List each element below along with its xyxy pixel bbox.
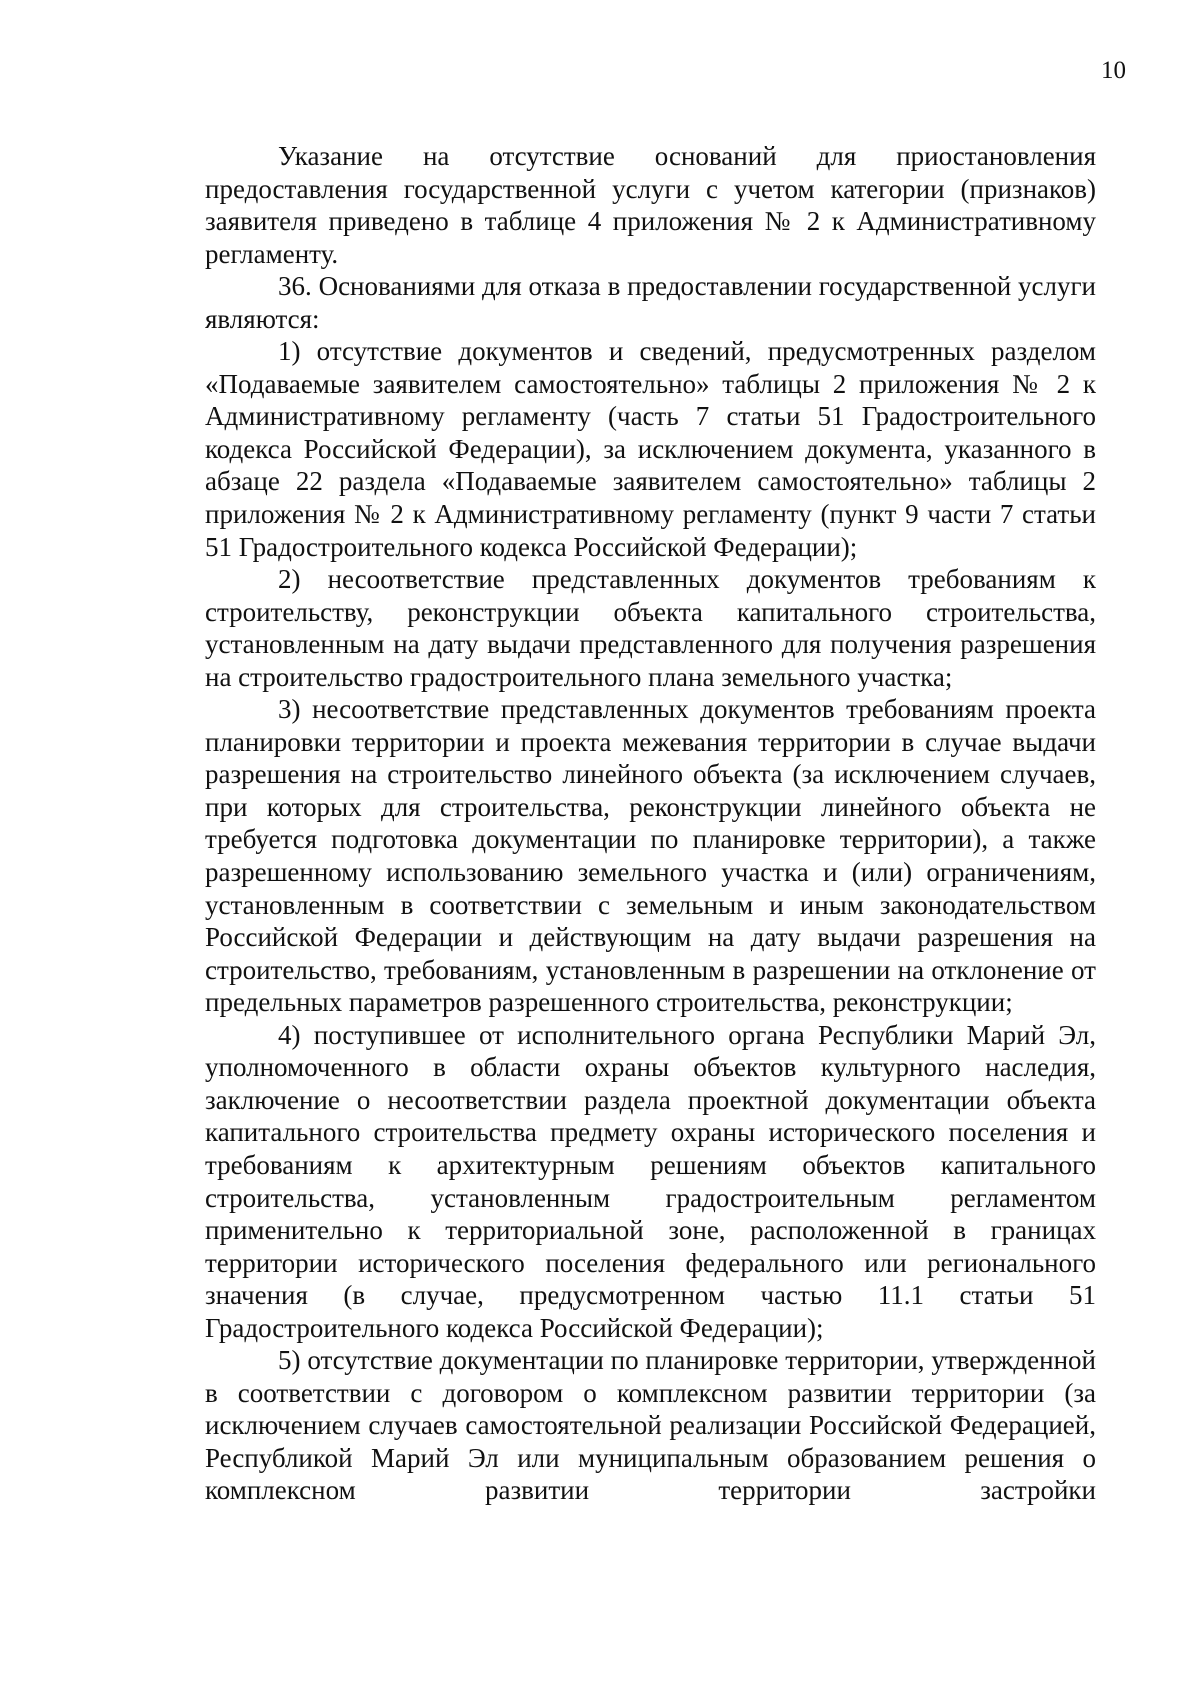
paragraph-suspension-note: Указание на отсутствие оснований для приостановления предоставления государственной услуги с учетом категории (признаков) заявителя приведено в таблице 4 приложения № 2 к Административному регламенту.	[205, 141, 1096, 269]
paragraph-ground-1: 1) отсутствие документов и сведений, предусмотренных разделом «Подаваемые заявителем самостоятельно» таблицы 2 приложения № 2 к Административному регламенту (часть 7 статьи 51 Градостроительного кодекса Российской Федерации), за исключением документа, указанного в абзаце 22 раздела «Подаваемые заявителем самостоятельно» таблицы 2 приложения № 2 к Административному регламенту (пункт 9 части 7 статьи 51 Градостроительного кодекса Российской Федерации);	[205, 336, 1096, 562]
paragraph-ground-2: 2) несоответствие представленных документов требованиям к строительству, реконструкции объекта капитального строительства, установленным на дату выдачи представленного для получения разрешения на строительство градостроительного плана земельного участка;	[205, 564, 1096, 692]
paragraph-ground-4: 4) поступившее от исполнительного органа Республики Марий Эл, уполномоченного в области охраны объектов культурного наследия, заключение о несоответствии раздела проектной документации объекта капитального строительства предмету охраны исторического поселения и требованиям к архитектурным решениям объектов капитального строительства, установленным градостроительным регламентом применительно к территориальной зоне, расположенной в границах территории исторического поселения федерального или регионального значения (в случае, предусмотренном частью 11.1 статьи 51 Градостроительного кодекса Российской Федерации);	[205, 1019, 1096, 1343]
paragraph-refusal-grounds-heading: 36. Основаниями для отказа в предоставлении государственной услуги являются:	[205, 271, 1096, 334]
page-number: 10	[1101, 57, 1126, 84]
paragraph-ground-5: 5) отсутствие документации по планировке территории, утвержденной в соответствии с договором о комплексном развитии территории (за исключением случаев самостоятельной реализации Российской Федерацией, Республикой Марий Эл или муниципальным образованием решения о комплексном развитии территории застройки	[205, 1345, 1096, 1506]
paragraph-ground-3: 3) несоответствие представленных документов требованиям проекта планировки территории и проекта межевания территории в случае выдачи разрешения на строительство линейного объекта (за исключением случаев, при которых для строительства, реконструкции линейного объекта не требуется подготовка документации по планировке территории), а также разрешенному использованию земельного участка и (или) ограничениям, установленным в соответствии с земельным и иным законодательством Российской Федерации и действующим на дату выдачи разрешения на строительство, требованиям, установленным в разрешении на отклонение от предельных параметров разрешенного строительства, реконструкции;	[205, 694, 1096, 1018]
document-body	[205, 140, 1096, 1507]
